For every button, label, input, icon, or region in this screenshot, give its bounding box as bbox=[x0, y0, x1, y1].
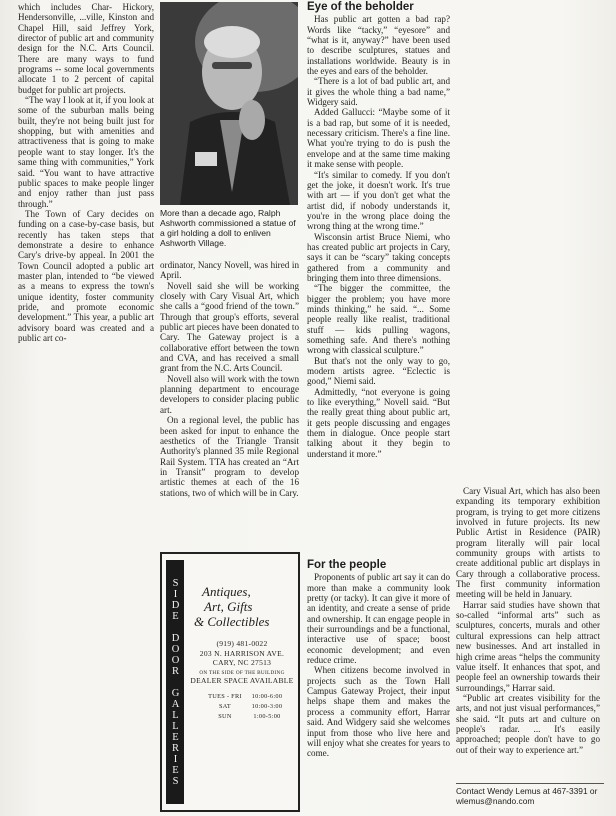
ad-title bbox=[190, 584, 294, 629]
paragraph: “There is a lot of bad public art, and it gives the whole thing a bad name,” Widgery said. bbox=[307, 76, 450, 108]
ad-title-line: Art, Gifts bbox=[204, 599, 253, 614]
ad-title-line: Antiques, bbox=[202, 584, 251, 599]
paragraph: Novell also will work with the town planning department to encourage developers to consider placing public art. bbox=[160, 373, 299, 415]
section-heading: Eye of the beholder bbox=[307, 1, 414, 13]
hours-time: 10:00-6:00 bbox=[251, 692, 283, 700]
ad-hours bbox=[190, 692, 294, 722]
ad-dealer-note: DEALER SPACE AVAILABLE bbox=[190, 676, 294, 685]
ad-address: 203 N. HARRISON AVE. bbox=[199, 648, 285, 658]
article-column-3b bbox=[307, 560, 450, 759]
ad-vertical-banner: SIDE DOOR GALLERIES bbox=[166, 560, 184, 804]
paragraph: Admittedly, “not everyone is going to like everything,” Novell said. “But the really great thing about public art, it gets people discussing and engages them in dialogue. Once people start talking about it they begin to understand it more.” bbox=[307, 386, 450, 459]
paragraph: which includes Char- Hickory, Hendersonville, ...ville, Kinston and Chapel Hill, said Jeffrey York, director of public art and community design for the N.C. Arts Council. There are many ways to fund programs -- some local governments allocate 1 to 2 percent of capital budget for public art projects. bbox=[18, 2, 154, 95]
paragraph: Cary Visual Art, which has also been expanding its temporary exhibition program, is trying to get more citizens involved in future projects. Its new Public Artist in Residence (PAIR) program literally will pair local community groups with artists to create additional public art displays in Cary through a collaborative process. The first community information meeting will be held in January. bbox=[456, 486, 600, 600]
paragraph: When citizens become involved in projects such as the Town Hall Campus Gateway Project, their input helps shape them and makes the process a community effort, Harrar said. And Widgery said she welcomes input from those who live here and will enjoy what she creates for years to come. bbox=[307, 665, 450, 759]
hours-day: TUES - FRI bbox=[208, 692, 242, 700]
hours-row bbox=[198, 702, 294, 712]
paragraph: Harrar said studies have shown that so-called “informal arts” such as sculptures, concerts, murals and other cultural expressions can help attract new businesses. And art installed in high crime areas “helps the community value itself. It enhances that spot, and people feel an ownership towards their surroundings,” Harrar said. bbox=[456, 599, 600, 693]
article-column-3 bbox=[307, 2, 450, 459]
paragraph: On a regional level, the public has been asked for input to enhance the aesthetics of the Triangle Transit Authority's planned 35 mile Regional Rail System. TTA has created an “Art in Transit” program to develop artistic themes at each of the 16 stations, two of which will be in Cary. bbox=[160, 415, 299, 498]
hours-day: SAT bbox=[218, 702, 232, 710]
ad-title-line: & Collectibles bbox=[194, 614, 270, 629]
hours-row bbox=[198, 712, 294, 722]
article-column-1 bbox=[18, 2, 154, 343]
man-portrait-image bbox=[160, 2, 298, 205]
ad-side-note: ON THE SIDE OF THE BUILDING bbox=[199, 669, 285, 676]
gallery-advertisement bbox=[160, 552, 300, 812]
paragraph: “The bigger the committee, the bigger the problem; you have more minds thinking,” he said. “... Some people really like realist, traditional stuff — kids pulling wagons, something safe. And there's nothing wrong with classical sculpture.” bbox=[307, 283, 450, 356]
paragraph: Proponents of public art say it can do more than make a community look pretty (or tacky). It can give it more of an identity, and create a sense of pride and ownership. It can engage people in their surroundings and be a functional, interactive use of space; boost economic development; and even reduce crime. bbox=[307, 572, 450, 666]
hours-time: 10:00-3:00 bbox=[251, 702, 283, 710]
paragraph: Wisconsin artist Bruce Niemi, who has created public art projects in Cary, says it can be “scary” taking concepts gathered from a community and bringing them into three dimensions. bbox=[307, 231, 450, 283]
hours-day: SUN bbox=[218, 712, 232, 720]
paragraph: Novell said she will be working closely with Cary Visual Art, which she calls a “good friend of the town.” Through that group's efforts, several public art pieces have been donated to Cary. The Gateway project is a collaborative effort between the town and CVA, and has received a small grant from the N.C. Arts Council. bbox=[160, 280, 299, 374]
paragraph: “Public art creates visibility for the arts, and not just visual performances,” she said. “It puts art and culture on people's radar. ... It's easily approached; people don't have to go out of their way to experience art.” bbox=[456, 692, 600, 755]
hours-time: 1:00-5:00 bbox=[253, 712, 281, 720]
ad-body bbox=[190, 558, 294, 722]
article-column-2 bbox=[160, 260, 299, 498]
hours-row bbox=[198, 692, 294, 702]
photo-caption: More than a decade ago, Ralph Ashworth commissioned a statue of a girl holding a doll to enliven Ashworth Village. bbox=[160, 208, 296, 248]
paragraph: “It's similar to comedy. If you don't get the joke, it doesn't work. It's true with art — if you don't get what the artist did, if nobody understands it, you're in the wrong place doing the wrong thing at the wrong time.” bbox=[307, 169, 450, 232]
paragraph: But that's not the only way to go, modern artists agree. “Eclectic is good,” Niemi said. bbox=[307, 355, 450, 387]
ad-phone: (919) 481-0022 bbox=[216, 639, 268, 648]
ad-city: CARY, NC 27513 bbox=[212, 658, 272, 667]
article-photo bbox=[160, 2, 298, 205]
paragraph: ordinator, Nancy Novell, was hired in April. bbox=[160, 260, 299, 281]
article-column-4 bbox=[456, 486, 600, 755]
paragraph: Added Gallucci: “Maybe some of it is a bad rap, but some of it is needed, necessary criticism. There's a fine line. What you're trying to do is push the envelope and at the same time making it make sense with people. bbox=[307, 107, 450, 170]
paragraph: “The way I look at it, if you look at some of the suburban malls being built, they're not being built just for shopping, but with amenities and attractiveness that is going to make people want to stay longer. It's the same thing with communities,” York said. “You want to have attractive public spaces to make people linger and enjoy rather than just pass through.” bbox=[18, 95, 154, 209]
section-heading: For the people bbox=[307, 559, 387, 571]
divider bbox=[456, 783, 604, 784]
paragraph: The Town of Cary decides on funding on a case-by-case basis, but recently has taken steps that demonstrate a desire to enhance Cary's drive-by appeal. In 2001 the Town Council adopted a public art master plan, intended to “be viewed as a means to express the town's unique identity, foster community pride, and promote economic development.” This year, a public art advisory board was created and a public art co- bbox=[18, 208, 154, 343]
author-contact: Contact Wendy Lemus at 467-3391 or wlemus@nando.com bbox=[456, 786, 598, 806]
paragraph: Has public art gotten a bad rap? Words like “tacky,” “eyesore” and “what is it, anyway?” have been used to describe sculptures, statues and installations worldwide. Beauty is in the eyes and ears of the beholder. bbox=[307, 14, 450, 77]
